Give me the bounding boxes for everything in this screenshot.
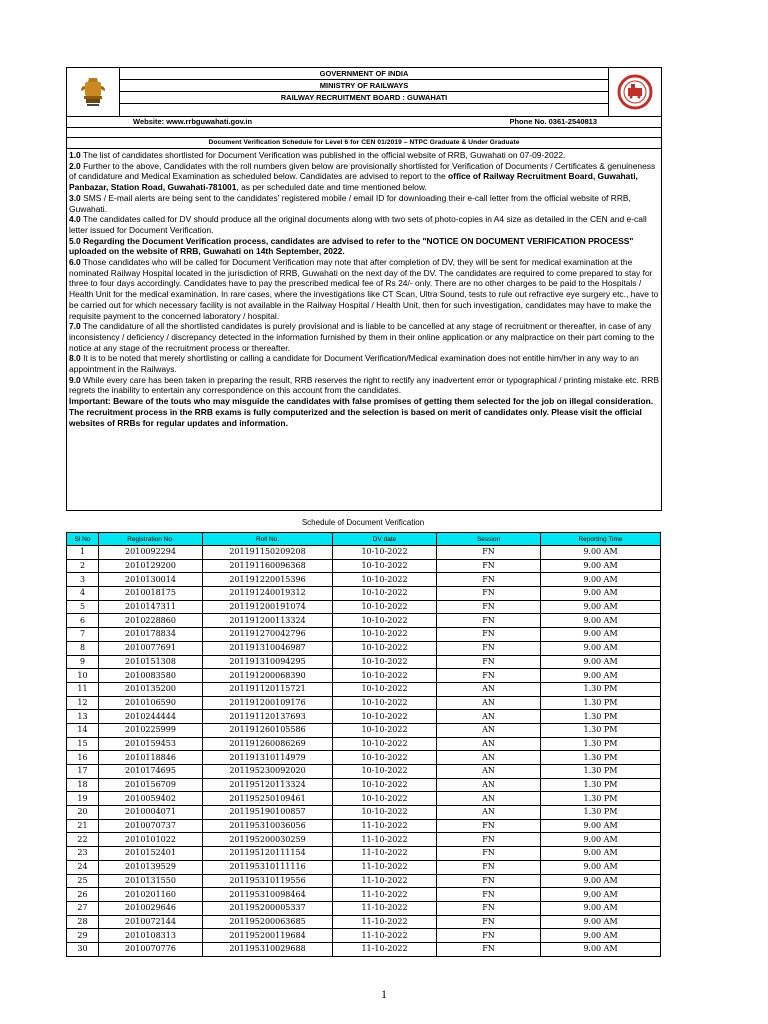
table-cell: 10-10-2022 [333, 641, 437, 655]
table-cell: 201191200068390 [203, 669, 333, 683]
indian-railways-logo-icon [609, 68, 661, 116]
table-cell: 201195250109461 [203, 792, 333, 806]
note-text: Regarding the Document Verification process, candidates are advised to refer to the "NOTICE ON DOCUMENT VERIFICATION PROCESS" uploaded on the website of RRB, Guwahati on 14th September, 2022. [69, 235, 634, 257]
note-item [69, 396, 659, 428]
table-row [67, 559, 661, 573]
table-row [67, 901, 661, 915]
table-cell: 201191310094295 [203, 655, 333, 669]
table-row [67, 792, 661, 806]
table-cell: AN [437, 737, 541, 751]
phone-text: Phone No. 0361-2540813 [509, 117, 597, 126]
table-cell: 9.00 AM [541, 546, 661, 560]
ministry-line: MINISTRY OF RAILWAYS [120, 80, 608, 92]
table-cell: 1.30 PM [541, 710, 661, 724]
table-cell: 9.00 AM [541, 655, 661, 669]
table-cell: FN [437, 847, 541, 861]
table-cell: FN [437, 546, 541, 560]
table-cell: FN [437, 573, 541, 587]
contact-row [67, 117, 661, 128]
table-cell: 11-10-2022 [333, 860, 437, 874]
table-row [67, 628, 661, 642]
table-cell: 201191220015396 [203, 573, 333, 587]
table-cell: FN [437, 860, 541, 874]
note-number: 4.0 [69, 214, 81, 225]
table-cell: 9.00 AM [541, 819, 661, 833]
table-cell: 2010077691 [99, 641, 203, 655]
table-cell: 201191120137693 [203, 710, 333, 724]
note-text: , as per scheduled date and time mentioned below. [236, 182, 427, 193]
table-cell: 5 [67, 600, 99, 614]
table-cell: 10-10-2022 [333, 710, 437, 724]
table-cell: 15 [67, 737, 99, 751]
table-cell: 10-10-2022 [333, 806, 437, 820]
table-cell: 29 [67, 929, 99, 943]
table-cell: 2010059402 [99, 792, 203, 806]
table-row [67, 600, 661, 614]
note-text: Further to the above, Candidates with the roll numbers given below are provisionally shortlisted for Verification of Documents / Certificates & genuineness of candidature and Medical Examination as scheduled below. Candidates are advised to report to the [69, 160, 656, 182]
notice-frame [66, 67, 662, 511]
table-cell: 201191120115721 [203, 682, 333, 696]
table-cell: 10-10-2022 [333, 614, 437, 628]
table-row [67, 710, 661, 724]
note-number: 3.0 [69, 192, 81, 203]
website-text: Website: www.rrbguwahati.gov.in [133, 117, 253, 126]
table-cell: 9.00 AM [541, 833, 661, 847]
table-row [67, 929, 661, 943]
table-cell: 10-10-2022 [333, 669, 437, 683]
table-cell: 10-10-2022 [333, 655, 437, 669]
table-cell: 17 [67, 765, 99, 779]
table-cell: 14 [67, 723, 99, 737]
table-cell: 1.30 PM [541, 751, 661, 765]
note-number: 5.0 [69, 235, 81, 246]
table-header-row [67, 533, 661, 546]
table-cell: FN [437, 888, 541, 902]
note-item [69, 161, 659, 193]
table-cell: 2010106590 [99, 696, 203, 710]
note-item [69, 375, 659, 396]
table-cell: 2010201160 [99, 888, 203, 902]
table-cell: 2010129200 [99, 559, 203, 573]
note-number: 1.0 [69, 150, 81, 160]
table-cell: 25 [67, 874, 99, 888]
table-cell: 28 [67, 915, 99, 929]
note-text: The candidature of all the shortlisted candidates is purely provisional and is liable to be cancelled at any stage of recruitment or thereafter, in case of any inconsistency / deficiency / discrepancy detected in the information furnished by them in their online application or any malpractice on their part coming to the notice at any stage of the recruitment process or thereafter. [69, 321, 655, 353]
table-cell: 11-10-2022 [333, 901, 437, 915]
table-cell: 2 [67, 559, 99, 573]
table-cell: 3 [67, 573, 99, 587]
schedule-heading: Document Verification Schedule for Level 6 for CEN 01/2019 – NTPC Graduate & Under Graduate [67, 138, 661, 149]
table-row [67, 573, 661, 587]
table-cell: 201195200119684 [203, 929, 333, 943]
table-cell: FN [437, 614, 541, 628]
table-cell: FN [437, 628, 541, 642]
note-number: 2.0 [69, 160, 81, 171]
table-cell: 2010083580 [99, 669, 203, 683]
table-cell: 10-10-2022 [333, 751, 437, 765]
table-cell: 2010135200 [99, 682, 203, 696]
table-cell: 1.30 PM [541, 696, 661, 710]
table-cell: 10-10-2022 [333, 778, 437, 792]
table-cell: 9.00 AM [541, 860, 661, 874]
table-row [67, 751, 661, 765]
table-cell: 1.30 PM [541, 806, 661, 820]
schedule-table [66, 532, 661, 957]
table-cell: 10-10-2022 [333, 559, 437, 573]
table-cell: AN [437, 710, 541, 724]
table-cell: 12 [67, 696, 99, 710]
board-line: RAILWAY RECRUITMENT BOARD : GUWAHATI [120, 92, 608, 104]
column-header: Session [437, 533, 541, 546]
table-cell: 9.00 AM [541, 888, 661, 902]
table-cell: 201195230092020 [203, 765, 333, 779]
table-cell: 201191200113324 [203, 614, 333, 628]
table-cell: 10-10-2022 [333, 696, 437, 710]
table-cell: FN [437, 587, 541, 601]
table-cell: 2010130014 [99, 573, 203, 587]
table-cell: 9.00 AM [541, 901, 661, 915]
table-cell: 11-10-2022 [333, 929, 437, 943]
table-cell: 2010152401 [99, 847, 203, 861]
table-cell: 2010147311 [99, 600, 203, 614]
table-row [67, 942, 661, 956]
note-text: Those candidates who will be called for Document Verification may note that after completion of DV, they will be sent for medical examination at the nominated Railway Hospital located in the jurisdiction of RRB, Guwahati on the next day of the DV. The candidates are required to come prepared to stay for three to four days accordingly. Candidates have to pay the prescribed medical fee of Rs 24/- only. There are no other charges to be paid to the Hospitals / Health Unit for the medical examination. In rare cases, where the investigations like CT Scan, Ultra Sound, tests to rule out refractive eye surgery etc., have to be carried out for which necessary facility is not available in the Railway Hospital / Health Unit, then for such investigation, candidates may have to make the requisite payment to the concerned laboratory / hospital. [69, 257, 659, 321]
table-cell: FN [437, 942, 541, 956]
table-row [67, 682, 661, 696]
table-cell: 1.30 PM [541, 682, 661, 696]
table-row [67, 888, 661, 902]
table-row [67, 860, 661, 874]
note-text: While every care has been taken in preparing the result, RRB reserves the right to rectify any inadvertent error or typographical / printing mistake etc. RRB regrets the inability to entertain any correspondence on this account from the candidates. [69, 374, 659, 396]
table-cell: FN [437, 641, 541, 655]
table-cell: 201195310029688 [203, 942, 333, 956]
table-cell: 9.00 AM [541, 874, 661, 888]
table-cell: 9.00 AM [541, 929, 661, 943]
table-cell: 2010139529 [99, 860, 203, 874]
table-cell: 9.00 AM [541, 614, 661, 628]
note-text: The list of candidates shortlisted for Document Verification was published in the official website of RRB, Guwahati on 07-09-2022. [80, 150, 566, 160]
note-item [69, 150, 659, 161]
table-row [67, 723, 661, 737]
table-cell: 9.00 AM [541, 600, 661, 614]
table-cell: 2010174695 [99, 765, 203, 779]
note-number: Important: [69, 396, 111, 407]
table-cell: FN [437, 655, 541, 669]
table-row [67, 778, 661, 792]
table-cell: 10 [67, 669, 99, 683]
table-cell: 201191310114979 [203, 751, 333, 765]
table-cell: 201191310046987 [203, 641, 333, 655]
table-cell: 4 [67, 587, 99, 601]
note-text: The candidates called for DV should produce all the original documents along with two sets of photo-copies in A4 size as detailed in the CEN and e-call letter issued for Document Verification. [69, 214, 647, 235]
table-cell: 201195190100857 [203, 806, 333, 820]
table-cell: 2010092294 [99, 546, 203, 560]
table-cell: 2010101022 [99, 833, 203, 847]
column-header: Roll No. [203, 533, 333, 546]
table-cell: 201191150209208 [203, 546, 333, 560]
note-item [69, 321, 659, 353]
table-row [67, 915, 661, 929]
table-cell: 23 [67, 847, 99, 861]
note-number: 7.0 [69, 321, 81, 332]
table-cell: 10-10-2022 [333, 723, 437, 737]
railway-logo-cell [608, 68, 661, 116]
note-item [69, 257, 659, 321]
table-cell: 1.30 PM [541, 778, 661, 792]
table-cell: 9.00 AM [541, 669, 661, 683]
table-cell: 9.00 AM [541, 587, 661, 601]
table-cell: 13 [67, 710, 99, 724]
table-row [67, 641, 661, 655]
table-cell: 10-10-2022 [333, 682, 437, 696]
note-item [69, 214, 659, 235]
table-cell: 201191200109176 [203, 696, 333, 710]
table-cell: AN [437, 723, 541, 737]
table-cell: 2010070776 [99, 942, 203, 956]
note-item [69, 353, 659, 374]
table-cell: 11-10-2022 [333, 819, 437, 833]
table-cell: AN [437, 765, 541, 779]
table-cell: 2010072144 [99, 915, 203, 929]
table-cell: 10-10-2022 [333, 765, 437, 779]
emblem-logo-cell [67, 68, 120, 116]
table-cell: 2010244444 [99, 710, 203, 724]
table-cell: 24 [67, 860, 99, 874]
table-cell: 2010178834 [99, 628, 203, 642]
table-cell: 9.00 AM [541, 559, 661, 573]
table-cell: 201191270042796 [203, 628, 333, 642]
table-cell: AN [437, 696, 541, 710]
table-cell: AN [437, 778, 541, 792]
table-row [67, 847, 661, 861]
note-text: SMS / E-mail alerts are being sent to the candidates' registered mobile / email ID for downloading their e-call letter from the official website of RRB, Guwahati. [69, 192, 631, 214]
table-cell: 9.00 AM [541, 628, 661, 642]
table-cell: 22 [67, 833, 99, 847]
table-cell: 2010131550 [99, 874, 203, 888]
table-cell: 2010018175 [99, 587, 203, 601]
table-cell: 9 [67, 655, 99, 669]
table-cell: 8 [67, 641, 99, 655]
table-cell: 30 [67, 942, 99, 956]
table-cell: AN [437, 682, 541, 696]
table-cell: AN [437, 792, 541, 806]
table-cell: 201191240019312 [203, 587, 333, 601]
table-cell: 2010108313 [99, 929, 203, 943]
table-cell: 201195310111116 [203, 860, 333, 874]
table-cell: 2010156709 [99, 778, 203, 792]
table-cell: 201191260086269 [203, 737, 333, 751]
note-number: 8.0 [69, 353, 81, 364]
note-text: It is to be noted that merely shortlisting or calling a candidate for Document Verification/Medical examination does not entitle him/her in any way to an appointment in the Railways. [69, 353, 639, 375]
table-row [67, 806, 661, 820]
table-row [67, 819, 661, 833]
table-cell: 10-10-2022 [333, 573, 437, 587]
table-cell: 1 [67, 546, 99, 560]
table-cell: 201195200005337 [203, 901, 333, 915]
table-cell: 6 [67, 614, 99, 628]
table-cell: 9.00 AM [541, 847, 661, 861]
table-cell: FN [437, 901, 541, 915]
instructions-block [67, 149, 661, 510]
table-cell: 10-10-2022 [333, 737, 437, 751]
table-cell: 9.00 AM [541, 641, 661, 655]
table-row [67, 587, 661, 601]
table-cell: 10-10-2022 [333, 546, 437, 560]
table-cell: FN [437, 600, 541, 614]
note-number: 9.0 [69, 374, 81, 385]
table-cell: 201195120113324 [203, 778, 333, 792]
header-text [120, 68, 608, 116]
table-cell: 201195310119556 [203, 874, 333, 888]
table-row [67, 874, 661, 888]
table-cell: 1.30 PM [541, 765, 661, 779]
table-cell: 11-10-2022 [333, 888, 437, 902]
note-item [69, 193, 659, 214]
page-number: 1 [381, 987, 387, 1001]
table-cell: 201191160096368 [203, 559, 333, 573]
table-cell: 11-10-2022 [333, 847, 437, 861]
table-cell: 10-10-2022 [333, 792, 437, 806]
table-cell: 9.00 AM [541, 573, 661, 587]
note-text: office of Railway Recruitment Board, Guwahati, Panbazar, Station Road, Guwahati-781001 [69, 171, 638, 193]
table-cell: 1.30 PM [541, 792, 661, 806]
note-item [69, 236, 659, 257]
table-cell: 201195200030259 [203, 833, 333, 847]
table-cell: 11-10-2022 [333, 874, 437, 888]
table-cell: FN [437, 559, 541, 573]
note-text: Beware of the touts who may misguide the candidates with false promises of getting them selected for the job on illegal consideration. The recruitment process in the RRB exams is fully computerized and the selection is based on merit of candidates only. Please visit the official websites of RRBs for regular updates and information. [69, 396, 654, 428]
table-cell: 21 [67, 819, 99, 833]
table-cell: 201195200063685 [203, 915, 333, 929]
table-cell: 11-10-2022 [333, 915, 437, 929]
table-cell: 20 [67, 806, 99, 820]
table-cell: 1.30 PM [541, 723, 661, 737]
table-cell: 201195310036056 [203, 819, 333, 833]
national-emblem-icon [67, 68, 119, 116]
table-cell: 201191260105586 [203, 723, 333, 737]
table-cell: 10-10-2022 [333, 600, 437, 614]
table-cell: AN [437, 751, 541, 765]
table-cell: 11-10-2022 [333, 942, 437, 956]
table-cell: 7 [67, 628, 99, 642]
table-cell: 2010151308 [99, 655, 203, 669]
table-cell: FN [437, 833, 541, 847]
table-row [67, 765, 661, 779]
table-cell: 27 [67, 901, 99, 915]
table-cell: 1.30 PM [541, 737, 661, 751]
govt-line: GOVERNMENT OF INDIA [120, 68, 608, 80]
table-cell: 18 [67, 778, 99, 792]
table-cell: 2010029646 [99, 901, 203, 915]
table-title: Schedule of Document Verification [301, 518, 425, 527]
table-cell: 2010070737 [99, 819, 203, 833]
table-cell: 201191200191074 [203, 600, 333, 614]
table-cell: FN [437, 819, 541, 833]
table-cell: FN [437, 915, 541, 929]
table-cell: 11-10-2022 [333, 833, 437, 847]
table-cell: 9.00 AM [541, 915, 661, 929]
table-row [67, 546, 661, 560]
table-cell: 9.00 AM [541, 942, 661, 956]
table-row [67, 737, 661, 751]
table-row [67, 669, 661, 683]
column-header: Reporting Time [541, 533, 661, 546]
header-block [67, 68, 661, 117]
table-cell: 10-10-2022 [333, 587, 437, 601]
table-cell: 10-10-2022 [333, 628, 437, 642]
table-cell: 2010004071 [99, 806, 203, 820]
table-cell: 16 [67, 751, 99, 765]
table-row [67, 655, 661, 669]
table-cell: FN [437, 669, 541, 683]
table-cell: 19 [67, 792, 99, 806]
blank-row [67, 128, 661, 138]
table-cell: 2010228860 [99, 614, 203, 628]
table-cell: 201195120111154 [203, 847, 333, 861]
column-header: Sl No [67, 533, 99, 546]
table-cell: FN [437, 929, 541, 943]
note-number: 6.0 [69, 257, 81, 268]
table-row [67, 614, 661, 628]
table-cell: 201195310098464 [203, 888, 333, 902]
table-row [67, 696, 661, 710]
table-row [67, 833, 661, 847]
table-cell: AN [437, 806, 541, 820]
table-cell: 2010159453 [99, 737, 203, 751]
column-header: DV date [333, 533, 437, 546]
table-cell: 2010118846 [99, 751, 203, 765]
column-header: Registration No. [99, 533, 203, 546]
table-cell: 26 [67, 888, 99, 902]
table-cell: 2010225999 [99, 723, 203, 737]
table-cell: 11 [67, 682, 99, 696]
table-cell: FN [437, 874, 541, 888]
